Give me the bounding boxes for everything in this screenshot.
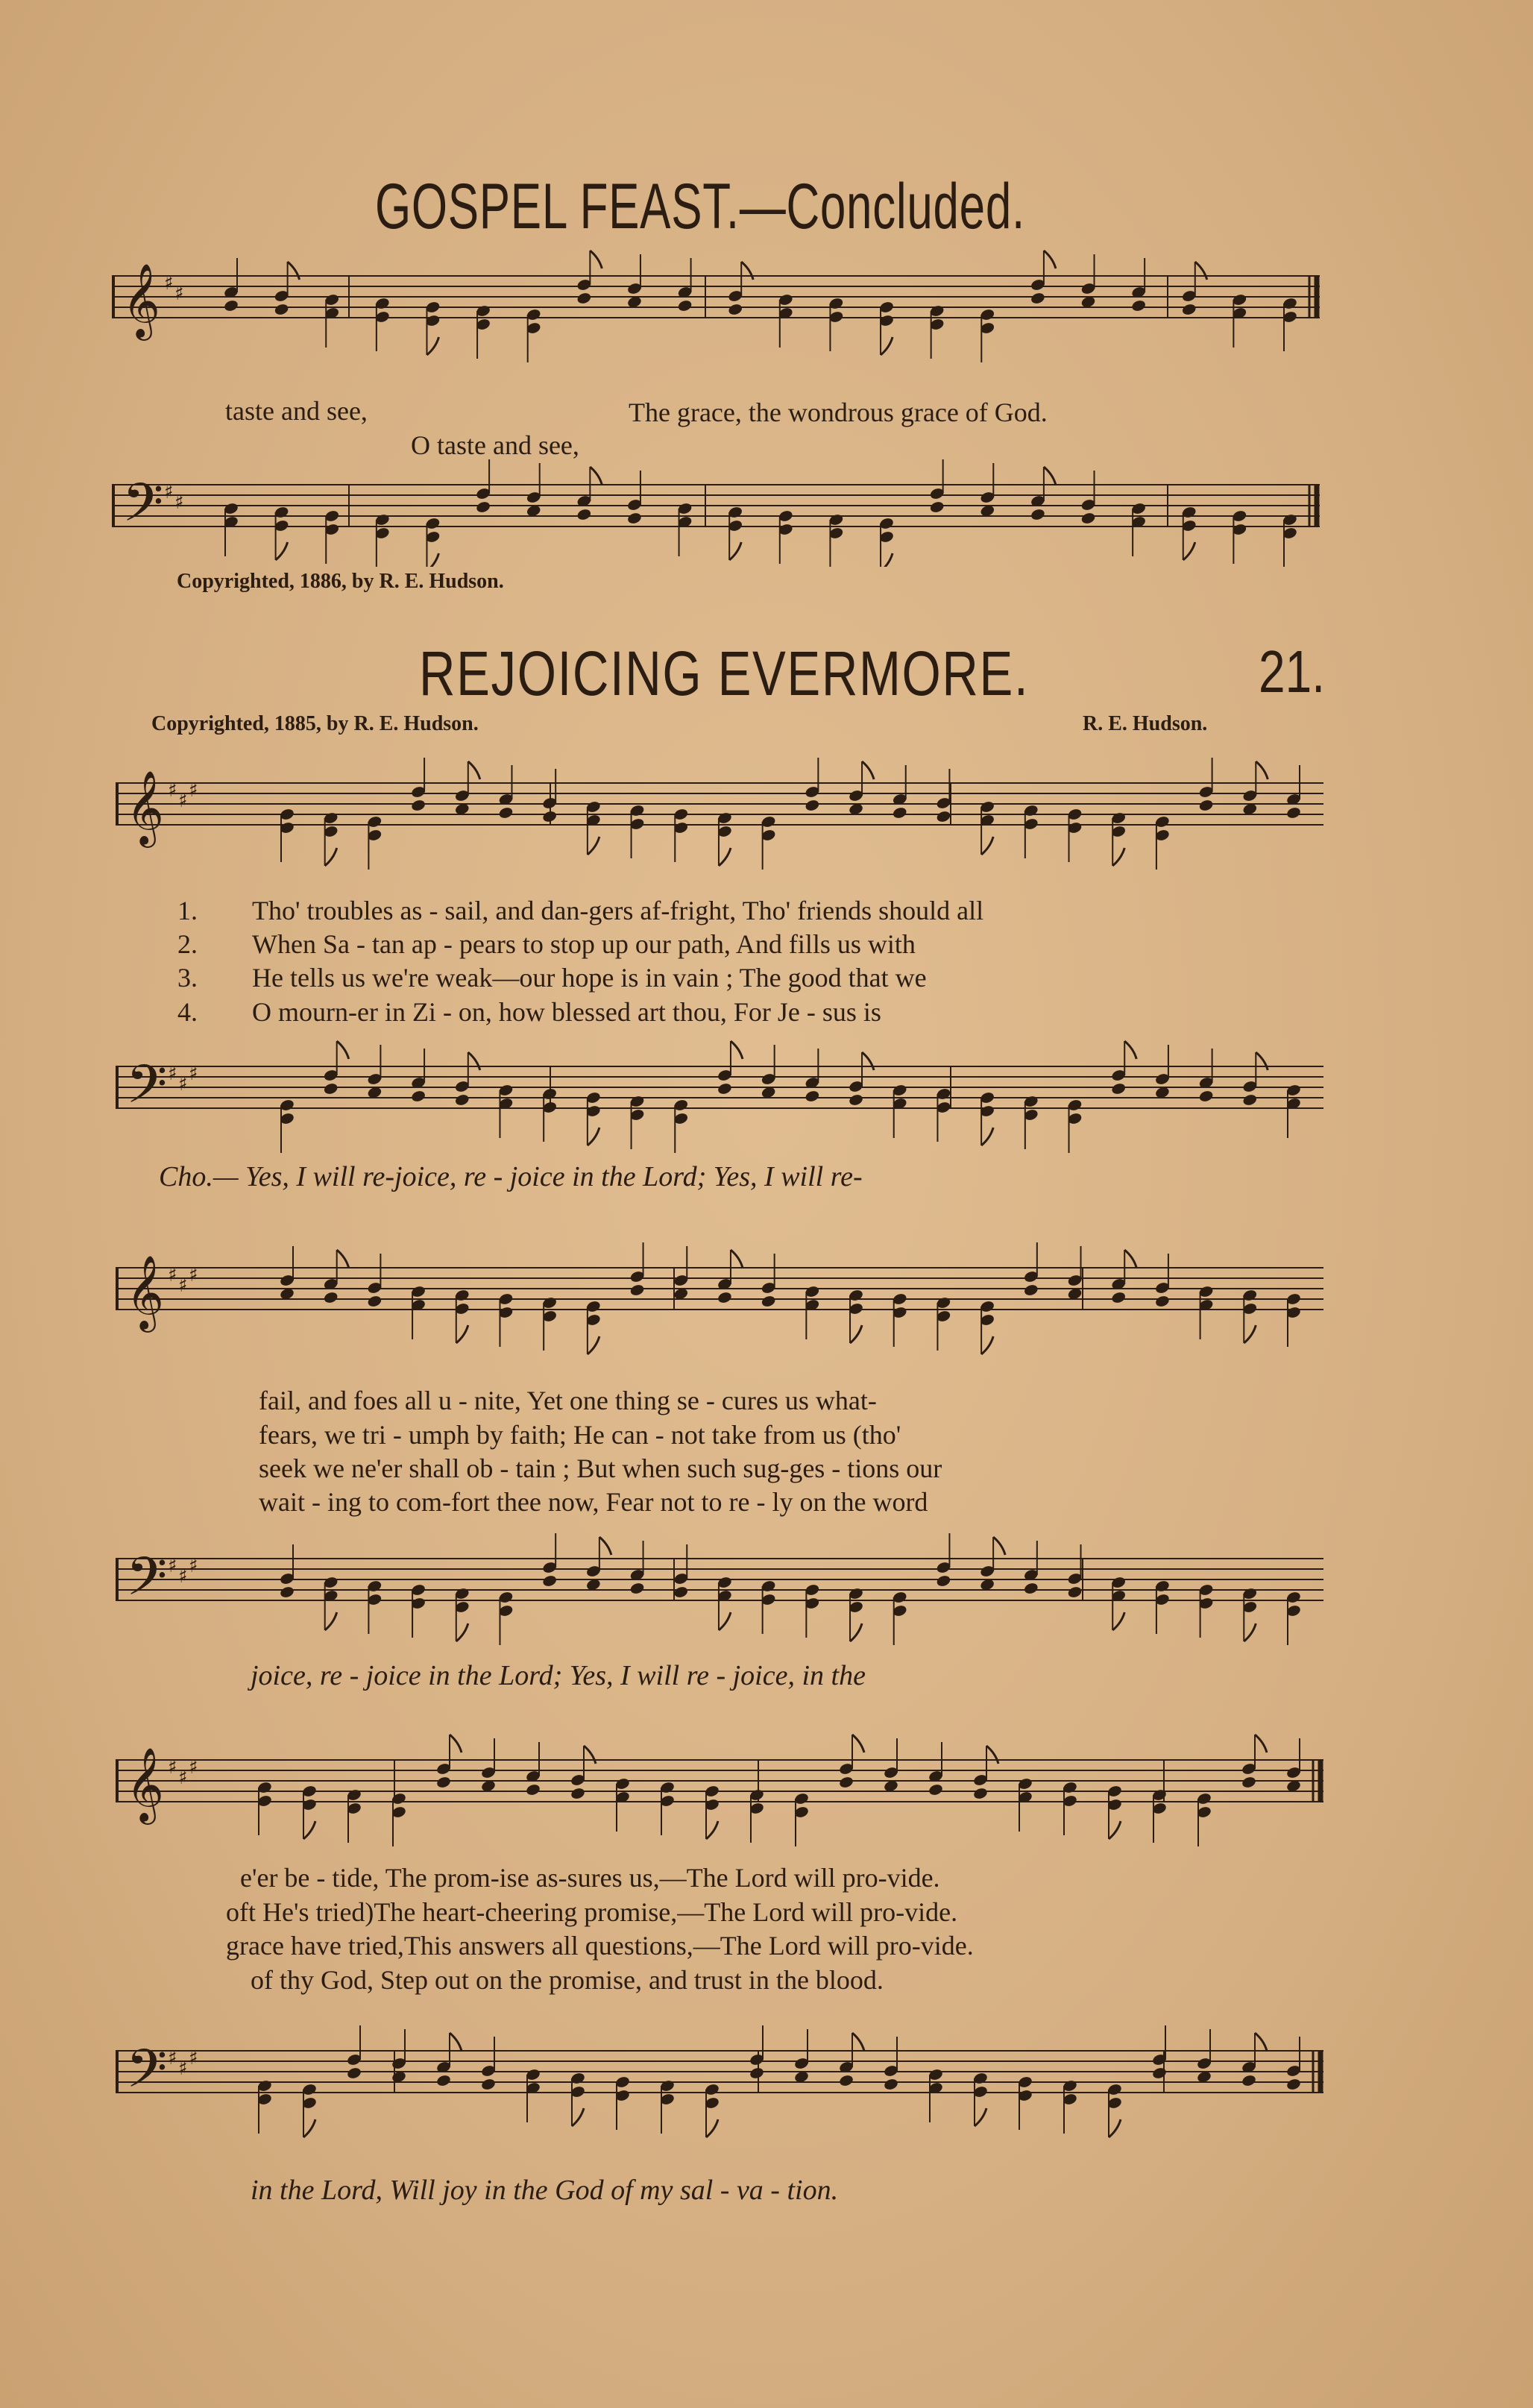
chorus-line-2: joice, re - joice in the Lord; Yes, I will re - joice, in the bbox=[251, 1660, 866, 1691]
svg-text:♯: ♯ bbox=[168, 779, 177, 802]
system2-treble-staff bbox=[116, 1230, 1338, 1361]
system3-bass-staff bbox=[116, 2014, 1338, 2144]
hymn-number: 21. bbox=[1259, 638, 1325, 705]
verse-2-line-3: oft He's tried)The heart-cheering promise,—The Lord will pro-vide. bbox=[226, 1897, 958, 1927]
svg-text:♯: ♯ bbox=[178, 1274, 188, 1297]
composer: R. E. Hudson. bbox=[1083, 712, 1208, 735]
svg-text:♯: ♯ bbox=[174, 491, 184, 514]
svg-text:𝄞: 𝄞 bbox=[126, 770, 164, 845]
svg-text:♯: ♯ bbox=[168, 1264, 177, 1286]
svg-text:♯: ♯ bbox=[189, 1756, 198, 1779]
svg-text:♯: ♯ bbox=[168, 1555, 177, 1577]
svg-text:𝄞: 𝄞 bbox=[126, 1255, 164, 1330]
system2-bass-staff bbox=[116, 1521, 1338, 1652]
svg-text:𝄞: 𝄞 bbox=[122, 263, 160, 338]
verse-1-line-3: e'er be - tide, The prom-ise as-sures us,—The Lord will pro-vide. bbox=[240, 1863, 940, 1893]
system1-bass-staff bbox=[116, 1029, 1338, 1160]
svg-text:♯: ♯ bbox=[178, 1073, 188, 1095]
gospel-feast-lyric-1a: taste and see, bbox=[225, 396, 368, 426]
svg-text:♯: ♯ bbox=[178, 1565, 188, 1588]
verse-2-line-1: When Sa - tan ap - pears to stop up our path, And fills us with bbox=[252, 929, 916, 959]
svg-text:♯: ♯ bbox=[168, 2047, 177, 2069]
rejoicing-copyright: Copyrighted, 1885, by R. E. Hudson. bbox=[151, 712, 479, 735]
gospel-feast-treble-staff bbox=[112, 246, 1335, 365]
verse-1-line-1: Tho' troubles as - sail, and dan-gers af-fright, Tho' friends should all bbox=[252, 896, 984, 925]
chorus-line-3: in the Lord, Will joy in the God of my sal - va - tion. bbox=[251, 2175, 839, 2206]
verse-2-line-2: fears, we tri - umph by faith; He can - not take from us (tho' bbox=[259, 1420, 901, 1450]
svg-text:♯: ♯ bbox=[189, 1063, 198, 1085]
svg-text:𝄢: 𝄢 bbox=[122, 472, 164, 547]
svg-text:♯: ♯ bbox=[178, 2058, 188, 2080]
gospel-feast-bass-staff bbox=[112, 447, 1335, 567]
verse-4-line-2: wait - ing to com-fort thee now, Fear not to re - ly on the word bbox=[259, 1487, 928, 1517]
verse-3-line-2: seek we ne'er shall ob - tain ; But when such sug-ges - tions our bbox=[259, 1453, 942, 1483]
verse-4-number: 4. bbox=[177, 997, 198, 1027]
gospel-feast-lyric-2: O taste and see, bbox=[411, 430, 579, 460]
svg-text:♯: ♯ bbox=[178, 1767, 188, 1789]
svg-text:𝄢: 𝄢 bbox=[126, 1546, 168, 1620]
verse-4-line-1: O mourn-er in Zi - on, how blessed art thou, For Je - sus is bbox=[252, 997, 881, 1027]
verse-2-number: 2. bbox=[177, 929, 198, 959]
gospel-feast-title: GOSPEL FEAST.—Concluded. bbox=[375, 171, 1025, 242]
svg-text:𝄞: 𝄞 bbox=[126, 1747, 164, 1822]
verse-4-line-3: of thy God, Step out on the promise, and trust in the blood. bbox=[251, 1965, 884, 1995]
svg-text:♯: ♯ bbox=[178, 790, 188, 812]
verse-3-line-1: He tells us we're weak—our hope is in vain ; The good that we bbox=[252, 963, 927, 993]
verse-3-number: 3. bbox=[177, 963, 198, 993]
svg-text:♯: ♯ bbox=[164, 481, 174, 503]
svg-text:♯: ♯ bbox=[168, 1063, 177, 1085]
svg-text:♯: ♯ bbox=[189, 1264, 198, 1286]
svg-text:♯: ♯ bbox=[189, 779, 198, 802]
verse-3-line-3: grace have tried,This answers all questions,—The Lord will pro-vide. bbox=[226, 1931, 974, 1961]
svg-text:♯: ♯ bbox=[189, 1555, 198, 1577]
svg-text:𝄢: 𝄢 bbox=[126, 2038, 168, 2113]
system1-treble-staff bbox=[116, 746, 1338, 876]
svg-text:♯: ♯ bbox=[164, 272, 174, 295]
verse-1-number: 1. bbox=[177, 896, 198, 925]
verse-1-line-2: fail, and foes all u - nite, Yet one thing se - cures us what- bbox=[259, 1386, 877, 1415]
svg-text:𝄢: 𝄢 bbox=[126, 1054, 168, 1128]
gospel-feast-copyright: Copyrighted, 1886, by R. E. Hudson. bbox=[177, 570, 504, 593]
svg-text:♯: ♯ bbox=[189, 2047, 198, 2069]
svg-text:♯: ♯ bbox=[168, 1756, 177, 1779]
chorus-line-1: Cho.— Yes, I will re-joice, re - joice in the Lord; Yes, I will re- bbox=[159, 1161, 863, 1192]
svg-text:♯: ♯ bbox=[174, 283, 184, 305]
rejoicing-title: REJOICING EVERMORE. bbox=[419, 638, 1030, 708]
gospel-feast-lyric-1b: The grace, the wondrous grace of God. bbox=[629, 397, 1048, 427]
system3-treble-staff bbox=[116, 1723, 1338, 1853]
